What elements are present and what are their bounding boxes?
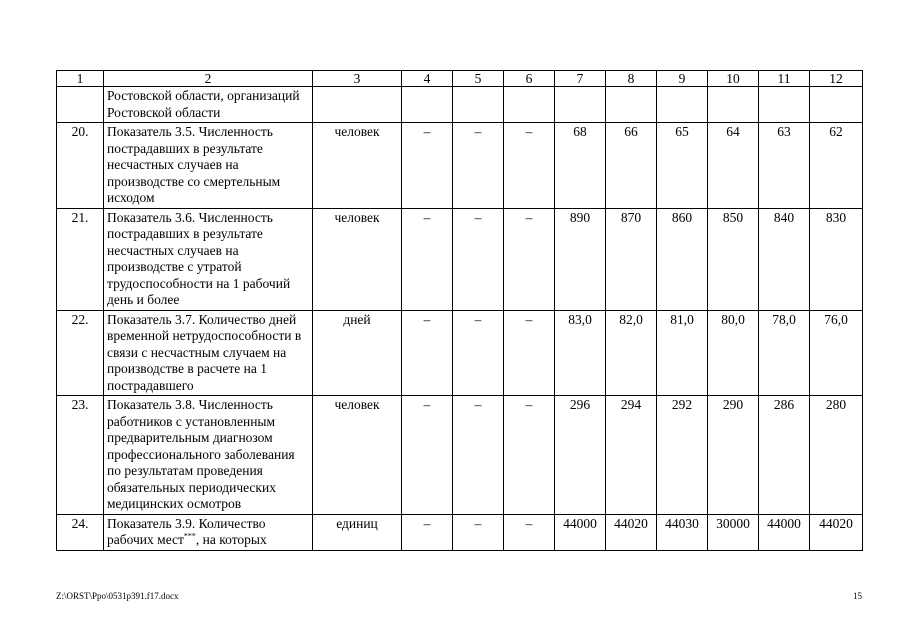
value-cell: 44000 xyxy=(555,514,606,550)
value-cell: 62 xyxy=(810,123,863,209)
value-cell xyxy=(759,87,810,123)
header-cell: 6 xyxy=(504,71,555,87)
value-cell: 82,0 xyxy=(606,310,657,396)
header-cell: 5 xyxy=(453,71,504,87)
table-row xyxy=(57,310,863,396)
unit-cell: единиц xyxy=(313,514,402,550)
value-cell: – xyxy=(453,396,504,515)
unit-cell: дней xyxy=(313,310,402,396)
value-cell: 68 xyxy=(555,123,606,209)
indicator-description: Показатель 3.7. Количество дней временной нетрудоспособности в связи с несчастным случаем на производстве в расчете на 1 пострадавшего xyxy=(104,310,313,396)
table-row xyxy=(57,514,863,550)
value-cell: 860 xyxy=(657,208,708,310)
value-cell: 78,0 xyxy=(759,310,810,396)
indicator-description: Показатель 3.6. Численность пострадавших в результате несчастных случаев на производстве с утратой трудоспособности на 1 рабочий день и более xyxy=(104,208,313,310)
value-cell: – xyxy=(402,123,453,209)
value-cell xyxy=(810,87,863,123)
value-cell xyxy=(708,87,759,123)
table-row xyxy=(57,123,863,209)
indicator-description: Показатель 3.8. Численность работников с установленным предварительным диагнозом профессионального заболевания по результатам проведения обязательных периодических медицинских осмотров xyxy=(104,396,313,515)
value-cell xyxy=(402,87,453,123)
value-cell xyxy=(504,87,555,123)
value-cell: – xyxy=(504,208,555,310)
page-number: 15 xyxy=(853,591,862,601)
value-cell xyxy=(453,87,504,123)
value-cell: – xyxy=(453,123,504,209)
footnote-marker: *** xyxy=(183,531,196,541)
header-cell: 8 xyxy=(606,71,657,87)
value-cell: – xyxy=(453,208,504,310)
header-cell: 7 xyxy=(555,71,606,87)
value-cell: 66 xyxy=(606,123,657,209)
value-cell: 44030 xyxy=(657,514,708,550)
indicator-description: Ростовской области, организаций Ростовской области xyxy=(104,87,313,123)
value-cell: – xyxy=(504,396,555,515)
indicators-table xyxy=(56,70,863,551)
value-cell: 294 xyxy=(606,396,657,515)
header-cell: 9 xyxy=(657,71,708,87)
value-cell: 44020 xyxy=(810,514,863,550)
header-cell: 10 xyxy=(708,71,759,87)
row-number: 20. xyxy=(57,123,104,209)
header-row xyxy=(57,71,863,87)
value-cell: 292 xyxy=(657,396,708,515)
value-cell: – xyxy=(402,310,453,396)
value-cell: 30000 xyxy=(708,514,759,550)
unit-cell xyxy=(313,87,402,123)
row-number: 21. xyxy=(57,208,104,310)
value-cell: 850 xyxy=(708,208,759,310)
value-cell: 80,0 xyxy=(708,310,759,396)
unit-cell: человек xyxy=(313,123,402,209)
header-cell: 12 xyxy=(810,71,863,87)
value-cell: – xyxy=(504,310,555,396)
value-cell: 296 xyxy=(555,396,606,515)
header-cell: 1 xyxy=(57,71,104,87)
value-cell: – xyxy=(402,396,453,515)
value-cell: 81,0 xyxy=(657,310,708,396)
row-number: 22. xyxy=(57,310,104,396)
unit-cell: человек xyxy=(313,208,402,310)
value-cell xyxy=(555,87,606,123)
unit-cell: человек xyxy=(313,396,402,515)
value-cell: 290 xyxy=(708,396,759,515)
value-cell: – xyxy=(453,310,504,396)
header-cell: 3 xyxy=(313,71,402,87)
description-text: Показатель 3.9. Количество рабочих мест xyxy=(107,515,266,547)
row-number: 24. xyxy=(57,514,104,550)
file-path: Z:\ORST\Ppo\0531p391.f17.docx xyxy=(56,591,179,601)
value-cell xyxy=(657,87,708,123)
value-cell: 65 xyxy=(657,123,708,209)
value-cell: 44020 xyxy=(606,514,657,550)
value-cell: – xyxy=(402,208,453,310)
value-cell: 280 xyxy=(810,396,863,515)
value-cell: – xyxy=(504,123,555,209)
row-number xyxy=(57,87,104,123)
value-cell: 83,0 xyxy=(555,310,606,396)
value-cell: 870 xyxy=(606,208,657,310)
indicator-description: Показатель 3.5. Численность пострадавших в результате несчастных случаев на производстве со смертельным исходом xyxy=(104,123,313,209)
value-cell: 840 xyxy=(759,208,810,310)
table-row xyxy=(57,396,863,515)
value-cell: 890 xyxy=(555,208,606,310)
row-number: 23. xyxy=(57,396,104,515)
indicator-description xyxy=(104,514,313,550)
value-cell xyxy=(606,87,657,123)
value-cell: 286 xyxy=(759,396,810,515)
table-row xyxy=(57,87,863,123)
description-text: , на которых xyxy=(195,532,267,547)
value-cell: – xyxy=(402,514,453,550)
value-cell: – xyxy=(453,514,504,550)
header-cell: 2 xyxy=(104,71,313,87)
value-cell: 76,0 xyxy=(810,310,863,396)
value-cell: 64 xyxy=(708,123,759,209)
value-cell: 44000 xyxy=(759,514,810,550)
value-cell: 63 xyxy=(759,123,810,209)
table-row xyxy=(57,208,863,310)
header-cell: 4 xyxy=(402,71,453,87)
value-cell: 830 xyxy=(810,208,863,310)
value-cell: – xyxy=(504,514,555,550)
header-cell: 11 xyxy=(759,71,810,87)
